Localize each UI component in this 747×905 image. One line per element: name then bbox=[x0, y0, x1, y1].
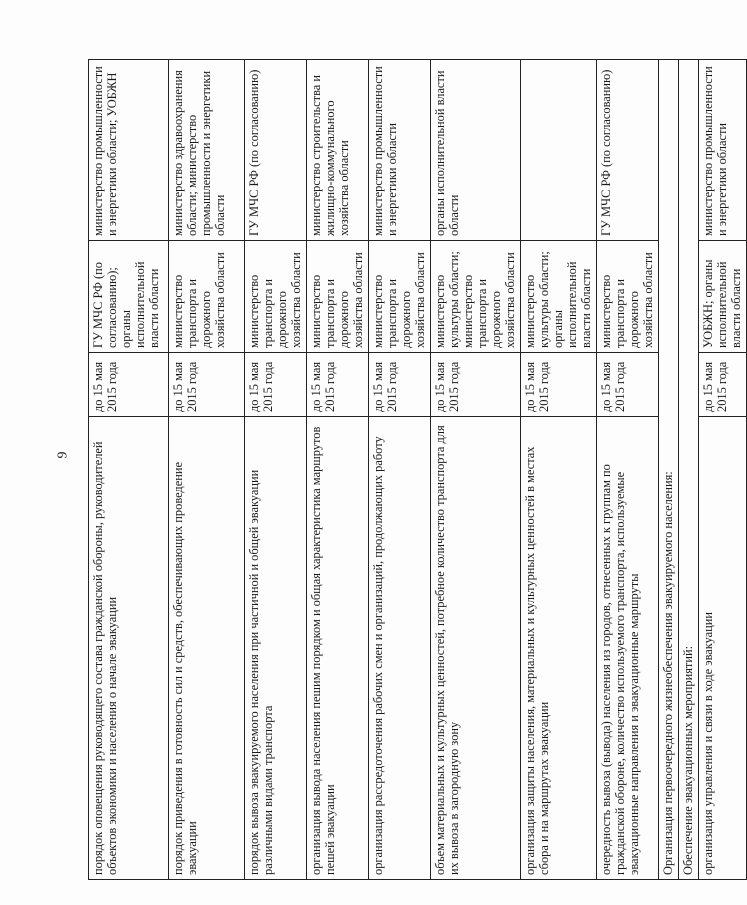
responsible-cell: министерство транспорта и дорожного хозяйства области bbox=[307, 241, 369, 353]
deadline-cell: до 15 мая 2015 года bbox=[521, 353, 597, 417]
table-row bbox=[431, 60, 521, 880]
page-number: 9 bbox=[55, 451, 71, 459]
measure-cell: порядок приведения в готовность сил и средств, обеспечивающих проведение эвакуации bbox=[169, 417, 245, 880]
table-row bbox=[169, 60, 245, 880]
deadline-cell: до 15 мая 2015 года bbox=[89, 353, 169, 417]
co-executor-cell: министерство здравоохранения области; министерство промышленности и энергетики области bbox=[169, 60, 245, 241]
table-row bbox=[597, 60, 659, 880]
co-executor-cell: ГУ МЧС РФ (по согласованию) bbox=[245, 60, 307, 241]
measure-cell: организация вывода населения пешим порядком и общая характеристика маршрутов пешей эвакуации bbox=[307, 417, 369, 880]
measure-cell: порядок вывоза эвакуируемого населения при частичной и общей эвакуации различными видами транспорта bbox=[245, 417, 307, 880]
measure-cell: порядок оповещения руководящего состава гражданской обороны, руководителей объектов экономики и населения о начале эвакуации bbox=[89, 417, 169, 880]
responsible-cell: министерство транспорта и дорожного хозяйства области bbox=[597, 241, 659, 353]
deadline-cell: до 15 мая 2015 года bbox=[597, 353, 659, 417]
measure-cell: очередность вывоза (вывода) населения из городов, отнесенных к группам по гражданской обороне, количество используемого транспорта, используемые эвакуационные направления и эвакуационные маршруты bbox=[597, 417, 659, 880]
deadline-cell: до 15 мая 2015 года bbox=[431, 353, 521, 417]
measure-cell: организация защиты населения, материальных и культурных ценностей в местах сбора и на маршрутах эвакуации bbox=[521, 417, 597, 880]
co-executor-cell: министерство строительства и жилищно-коммунального хозяйства области bbox=[307, 60, 369, 241]
co-executor-cell: министерство промышленности и энергетики области bbox=[369, 60, 431, 241]
co-executor-cell: министерство промышленности и энергетики области bbox=[699, 60, 747, 241]
section-heading: Обеспечение эвакуационных мероприятий: bbox=[679, 60, 699, 880]
deadline-cell: до 15 мая 2015 года bbox=[369, 353, 431, 417]
table-row bbox=[521, 60, 597, 880]
co-executor-cell bbox=[521, 60, 597, 241]
evacuation-measures-table bbox=[88, 59, 747, 880]
table-row bbox=[369, 60, 431, 880]
section-row bbox=[679, 60, 699, 880]
table-row bbox=[307, 60, 369, 880]
measure-cell: организация рассредоточения рабочих смен и организаций, продолжающих работу bbox=[369, 417, 431, 880]
co-executor-cell: органы исполнительной власти области bbox=[431, 60, 521, 241]
section-heading: Организация первоочередного жизнеобеспечения эвакуируемого населения: bbox=[659, 60, 679, 880]
deadline-cell: до 15 мая 2015 года bbox=[169, 353, 245, 417]
co-executor-cell: ГУ МЧС РФ (по согласованию) bbox=[597, 60, 659, 241]
table-row bbox=[245, 60, 307, 880]
measure-cell: организация управления и связи в ходе эвакуации bbox=[699, 417, 747, 880]
deadline-cell: до 15 мая 2015 года bbox=[245, 353, 307, 417]
responsible-cell: ГУ МЧС РФ (по согласованию); органы исполнительной власти области bbox=[89, 241, 169, 353]
responsible-cell: министерство транспорта и дорожного хозяйства области bbox=[169, 241, 245, 353]
table-row bbox=[89, 60, 169, 880]
responsible-cell: УОБЖН; органы исполнительной власти области bbox=[699, 241, 747, 353]
responsible-cell: министерство культуры области; органы исполнительной власти области bbox=[521, 241, 597, 353]
deadline-cell: до 15 мая 2015 года bbox=[307, 353, 369, 417]
responsible-cell: министерство транспорта и дорожного хозяйства области bbox=[245, 241, 307, 353]
responsible-cell: министерство транспорта и дорожного хозяйства области bbox=[369, 241, 431, 353]
deadline-cell: до 15 мая 2015 года bbox=[699, 353, 747, 417]
responsible-cell: министерство культуры области; министерство транспорта и дорожного хозяйства области bbox=[431, 241, 521, 353]
table-row bbox=[699, 60, 747, 880]
rotated-table-wrapper bbox=[88, 60, 743, 880]
measure-cell: объем материальных и культурных ценностей, потребное количество транспорта для их вывоза в загородную зону bbox=[431, 417, 521, 880]
section-row bbox=[659, 60, 679, 880]
co-executor-cell: министерство промышленности и энергетики области; УОБЖН bbox=[89, 60, 169, 241]
